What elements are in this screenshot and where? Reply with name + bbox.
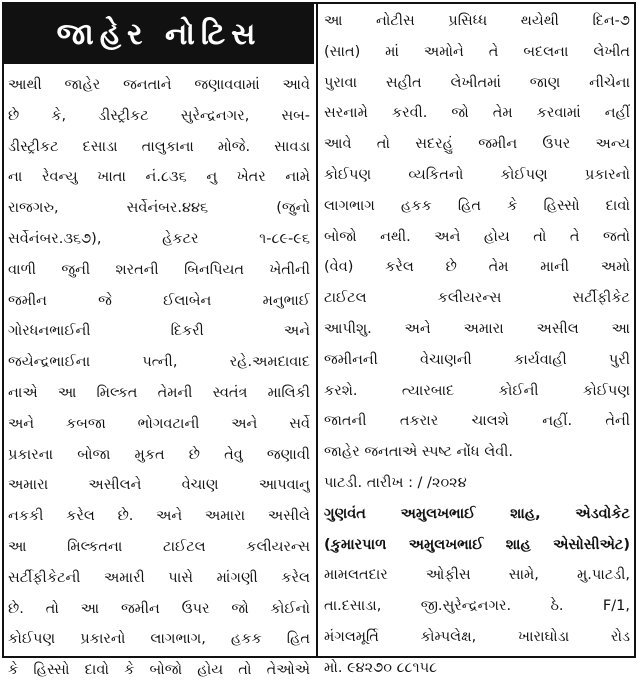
left-line: આ મિલ્કતના ટાઈટલ કલીયરન્સ (8, 538, 310, 555)
left-line: અમારા અસીલને વેચાણ આપવાનુ (8, 477, 310, 494)
left-line: અને કબજા ભોગવટાની અને સર્વે (8, 415, 310, 432)
column-divider (316, 2, 318, 658)
left-line: ગોરધનભાઈની દિકરી અને (8, 323, 310, 340)
left-line: નાએ આ મિલ્કત તેમની સ્વતંત્ર માલિકી (8, 384, 310, 401)
left-line: કોઈપણ પ્રકારનો લાગભાગ, હકક હિત (8, 631, 310, 648)
address-line: તા.દસાડા, જી.સુરેન્દ્રનગર. ઠે. F/1, (324, 598, 630, 615)
firm-name: (કુમારપાળ અમુલખભાઈ શાહ એસોસીએટ) (324, 536, 630, 553)
right-line: ટાઈટલ કલીયરન્સ સર્ટીફીકેટ (324, 290, 630, 307)
left-line: નકકી કરેલ છે. અને અમારા અસીલે (8, 508, 310, 525)
left-line: સર્વેનંબર.૩૬૭), હેકટર ૧-૮૯-૯૬ (8, 230, 310, 247)
right-line: (સાત) માં અમોને તે બદલના લેખીત (324, 43, 630, 60)
left-line: જમીન જે ઈલાબેન મનુભાઈ (8, 292, 310, 309)
left-line: રાજગરુ, સર્વેનંબર.૪૪૬ (જુનો (8, 200, 310, 217)
left-line: જયેન્દ્રભાઈના પત્ની, રહે.અમદાવાદ (8, 354, 310, 371)
left-line: ના રેવન્યુ ખાતા નં.૮૩૬ નુ ખેતર નામે (8, 169, 310, 186)
right-line: કરશે. ત્યારબાદ કોઈની કોઈપણ (324, 382, 630, 399)
left-line: આથી જાહેર જનતાને જણાવવામાં આવે (8, 77, 310, 93)
place-date: પાટડી. તારીખ : / /૨૦૨૪ (324, 474, 467, 491)
right-line: કોઈપણ વ્યકિતનો કોઈપણ પ્રકારનો (324, 166, 630, 183)
mobile-number: મો. ૯૪૨૭૦ ૮૮૧૫૮ (324, 659, 438, 676)
left-line: છે કે, ડીસ્ટ્રીકટ સુરેન્દ્રનગર, સબ- (8, 107, 310, 124)
right-line: જમીનની વેચાણની કાર્યવાહી પુરી (324, 351, 630, 368)
right-line: જાતની તકરાર ચાલશે નહીં. તેની (324, 413, 630, 430)
advocate-name: ગુણવંત અમુલખભાઈ શાહ, એડવોકેટ (324, 505, 630, 522)
right-line: (વેવ) કરેલ છે તેમ માની અમો (324, 259, 630, 276)
left-line: વાળી જુની શરતની બિનપિયત ખેતીની (8, 261, 310, 278)
left-line: ડીસ્ટ્રીકટ દસાડા તાલુકાના મોજે. સાવડા (8, 138, 310, 155)
right-line: આવે તો સદરહું જમીન ઉપર અન્ય (324, 136, 630, 153)
right-line: લાગભાગ હકક હિત કે હિસ્સો દાવો (324, 197, 630, 214)
address-line: મંગલમૂર્તિ કોમ્પલેક્ષ, ખારાઘોડા રોડ (324, 628, 630, 645)
left-line: છે. તો આ જમીન ઉપર જો કોઈનો (8, 600, 310, 617)
right-column (324, 6, 630, 684)
right-line: સરનામે કરવી. જો તેમ કરવામાં નહીં (324, 105, 630, 122)
right-line: પુરાવા સહીત લેખીતમાં જાણ નીચેના (324, 74, 630, 91)
right-line: બોજો નથી. અને હોય તો તે જતો (324, 228, 630, 245)
left-line: કે હિસ્સો દાવો કે બોજો હોય તો તેઓએ (8, 662, 310, 679)
notice-headline: જાહેર નોટિસ (4, 4, 314, 64)
left-column (8, 70, 310, 686)
left-line: સર્ટીફીકેટની અમારી પાસે માંગણી કરેલ (8, 569, 310, 586)
right-line: આપીશુ. અને અમારા અસીલ આ (324, 320, 630, 337)
left-line: પ્રકારના બોજા મુકત છે તેવુ જણાવી (8, 446, 310, 463)
address-line: મામલતદાર ઓફીસ સામે, મુ.પાટડી, (324, 567, 630, 584)
right-line: જાહેર જનતાએ સ્પષ્ટ નોંધ લેવી. (324, 444, 513, 461)
right-line: આ નોટીસ પ્રસિધ્ધ થયેથી દિન-૭ (324, 13, 630, 29)
